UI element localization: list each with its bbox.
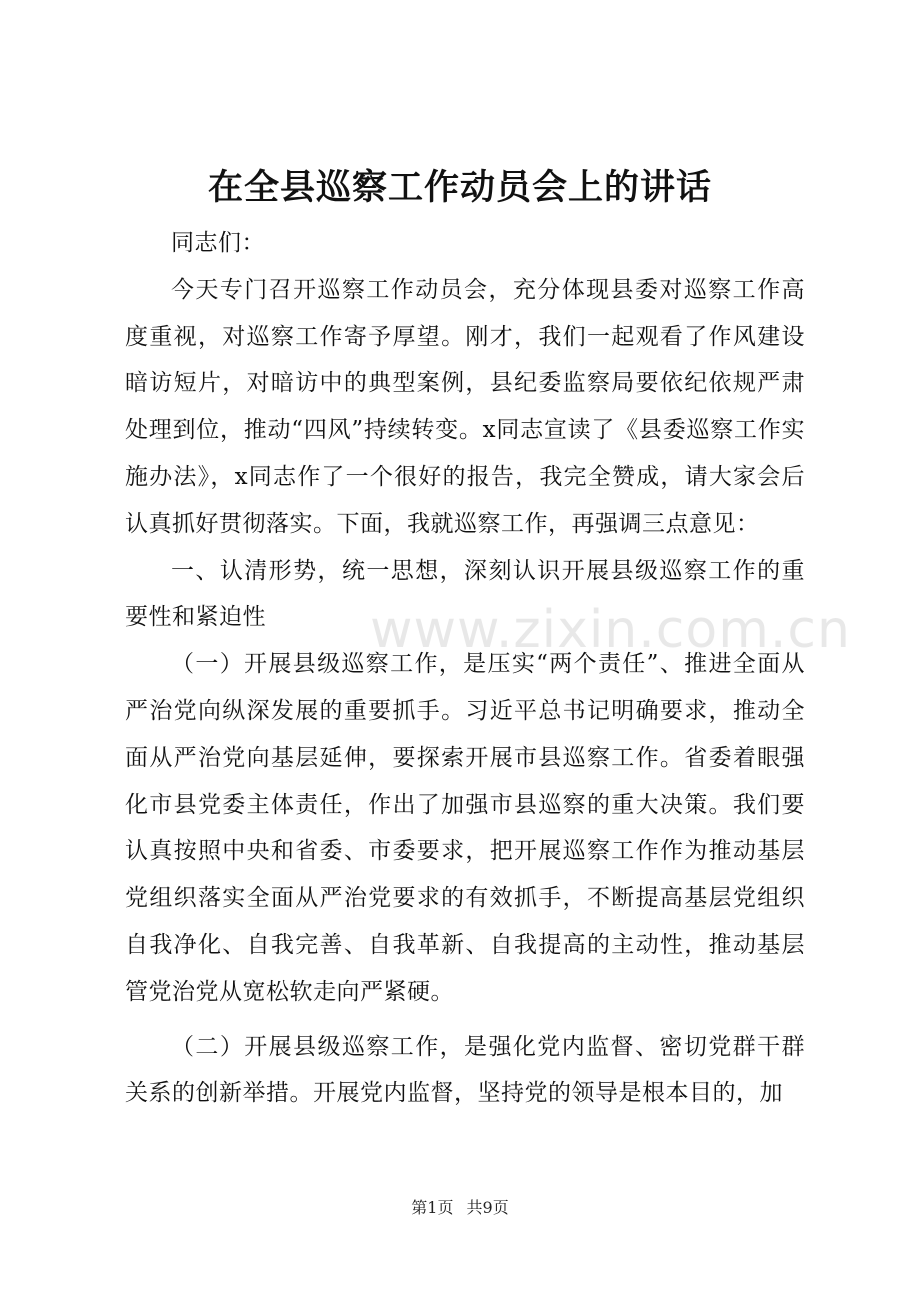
page-footer — [0, 1195, 920, 1218]
document-title: 在全县巡察工作动员会上的讲话 — [207, 167, 712, 208]
salutation-paragraph: 同志们： — [171, 230, 265, 256]
subsection-paragraph-1: （一）开展县级巡察工作，是压实“两个责任”、推进全面从严治党向纵深发展的重要抓手。习近平总书记明确要求，推动全面从严治党向基层延伸，要探索开展市县巡察工作。省委着眼强化市县党委主体责任，作出了加强市县巡察的重大决策。我们要认真按照中央和省委、市委要求，把开展巡察工作作为推动基层党组织落实全面从严治党要求的有效抓手，不断提高基层党组织自我净化、自我完善、自我革新、自我提高的主动性，推动基层管党治党从宽松软走向严紧硬。 — [125, 651, 805, 1005]
subsection-paragraph-2: （二）开展县级巡察工作，是强化党内监督、密切党群干群关系的创新举措。开展党内监督，坚持党的领导是根本目的，加 — [125, 1033, 805, 1107]
intro-paragraph: 今天专门召开巡察工作动员会，充分体现县委对巡察工作高度重视，对巡察工作寄予厚望。刚才，我们一起观看了作风建设暗访短片，对暗访中的典型案例，县纪委监察局要依纪依规严肃处理到位，推动“四风”持续转变。x同志宣读了《县委巡察工作实施办法》，x同志作了一个很好的报告，我完全赞成，请大家会后认真抓好贯彻落实。下面，我就巡察工作，再强调三点意见： — [125, 276, 805, 537]
section-heading-1: 一、认清形势，统一思想，深刻认识开展县级巡察工作的重要性和紧迫性 — [125, 557, 805, 631]
document-body — [125, 220, 805, 1117]
watermark: www.zixin.com.cn — [370, 600, 851, 660]
page-total: 共9页 — [466, 1198, 509, 1217]
page-number: 第1页 — [411, 1198, 454, 1217]
